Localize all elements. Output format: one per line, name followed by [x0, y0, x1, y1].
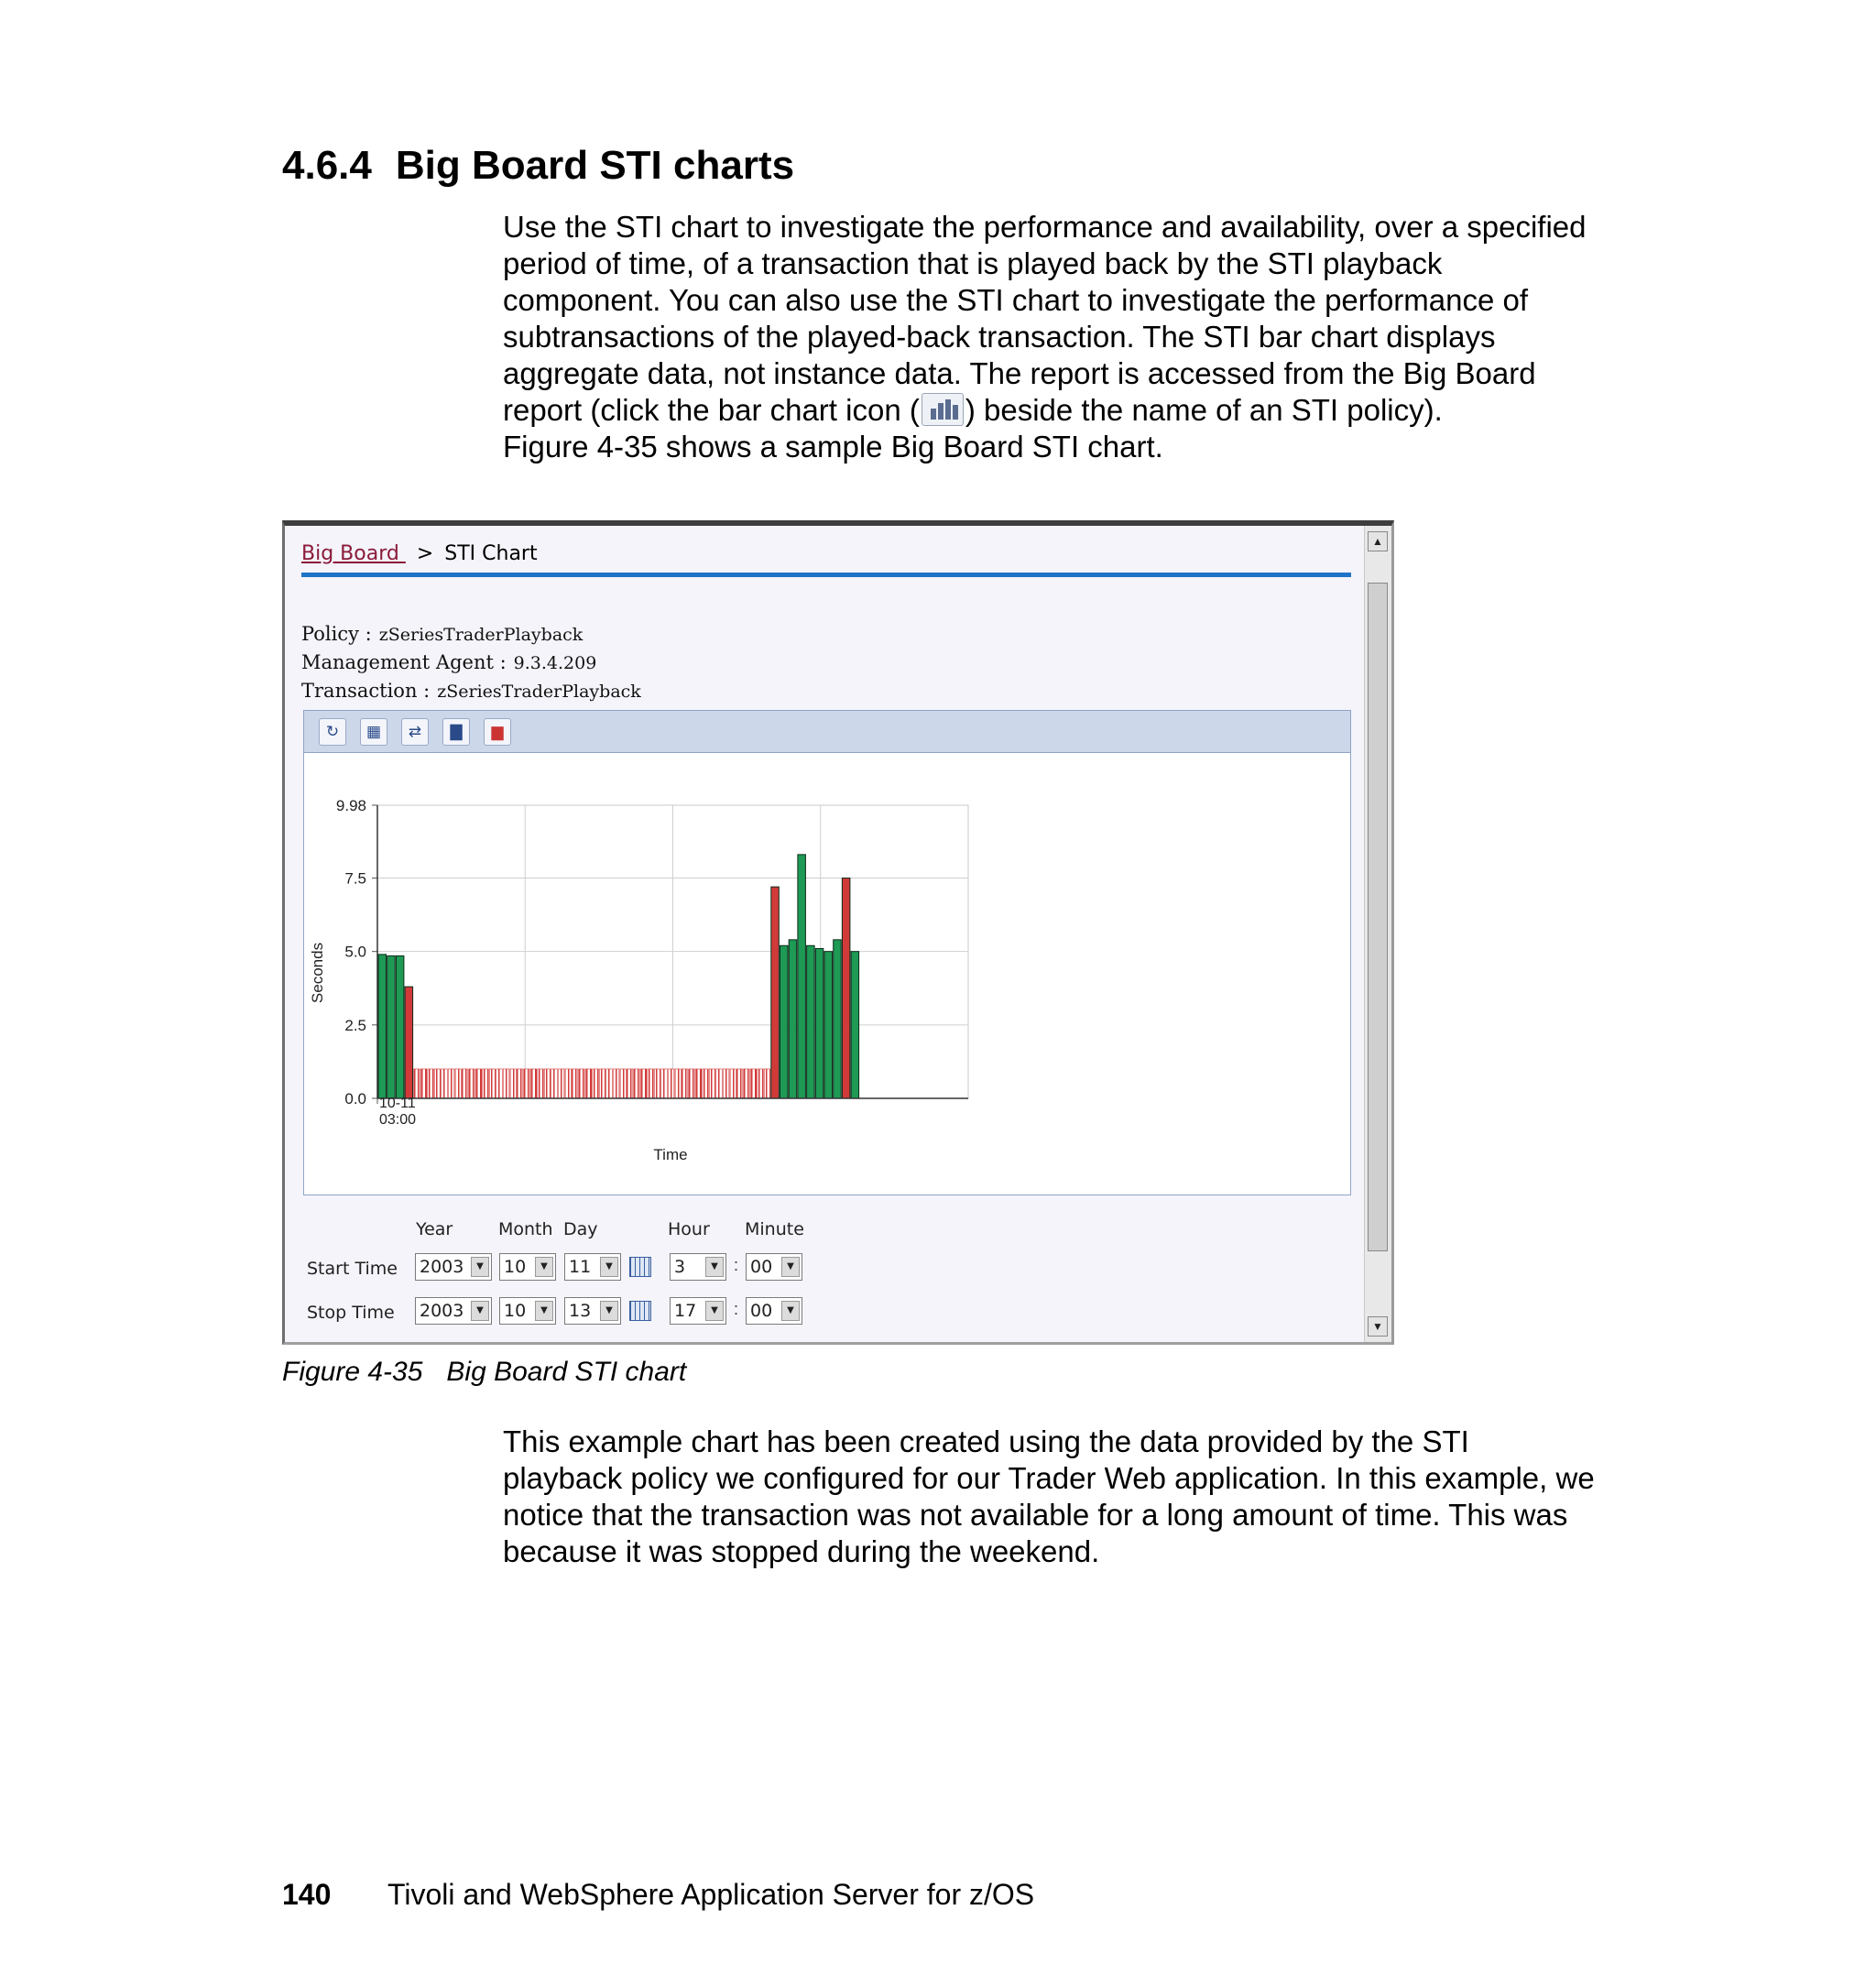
bar-unavailable [530, 1069, 537, 1098]
bar-unavailable [538, 1069, 544, 1098]
stop-year-value: 2003 [420, 1301, 464, 1321]
bar-unavailable [565, 1069, 572, 1098]
year-header: Year [416, 1219, 453, 1239]
bar-unavailable [764, 1069, 770, 1098]
scroll-down-icon[interactable]: ▼ [1368, 1316, 1388, 1337]
chart-toolbar [304, 711, 1350, 753]
chevron-down-icon: ▼ [471, 1257, 489, 1277]
export-icon[interactable]: ⇄ [401, 718, 429, 746]
intro-paragraph [503, 209, 1620, 465]
agent-label: Management Agent : [301, 651, 507, 673]
scroll-up-icon[interactable]: ▲ [1368, 531, 1388, 551]
bar-unavailable [551, 1069, 558, 1098]
time-colon: : [734, 1300, 739, 1318]
bar-unavailable [627, 1069, 633, 1098]
bar-unavailable [524, 1069, 530, 1098]
bar-unavailable [558, 1069, 564, 1098]
bar-unavailable [613, 1069, 619, 1098]
bar-unavailable [750, 1069, 757, 1098]
bar-unavailable [483, 1069, 489, 1098]
bar-available [851, 952, 859, 1098]
closing-line: because it was stopped during the weekend. [503, 1534, 1100, 1568]
bar-unavailable [469, 1069, 475, 1098]
bar-unavailable [682, 1069, 688, 1098]
bar-unavailable [572, 1069, 578, 1098]
bar-unavailable [736, 1069, 743, 1098]
agent-row [301, 651, 596, 673]
stop-minute-select[interactable] [746, 1297, 802, 1325]
stop-hour-value: 17 [674, 1301, 697, 1321]
bar-unavailable [599, 1069, 605, 1098]
start-day-value: 11 [569, 1257, 592, 1277]
bar-unavailable [517, 1069, 523, 1098]
bar-failed [842, 878, 850, 1098]
policy-value: zSeriesTraderPlayback [378, 625, 584, 645]
start-month-select[interactable] [499, 1253, 556, 1281]
stop-minute-value: 00 [750, 1301, 773, 1321]
intro-line: Use the STI chart to investigate the performance and availability, over a specified [503, 210, 1587, 244]
bar-chart-icon [922, 393, 964, 426]
page-number: 140 [282, 1878, 332, 1911]
chevron-down-icon: ▼ [781, 1257, 800, 1277]
bar-available [789, 940, 797, 1098]
intro-line: subtransactions of the played-back transaction. The STI bar chart displays [503, 320, 1496, 354]
bar-unavailable [758, 1069, 764, 1098]
bar-unavailable [640, 1069, 647, 1098]
bar-unavailable [544, 1069, 551, 1098]
start-calendar-icon[interactable] [629, 1257, 651, 1277]
bar-available [798, 855, 806, 1098]
transaction-label: Transaction : [301, 680, 431, 702]
stop-time-label: Stop Time [307, 1303, 395, 1323]
sti-chart-screenshot [282, 520, 1394, 1345]
bar-unavailable [606, 1069, 613, 1098]
bar-unavailable [716, 1069, 723, 1098]
bar-unavailable [455, 1069, 462, 1098]
bar-unavailable [510, 1069, 517, 1098]
breadcrumb-link-big-board[interactable]: Big Board [301, 542, 406, 565]
bar-available [807, 945, 815, 1098]
hour-header: Hour [668, 1219, 710, 1239]
stop-calendar-icon[interactable] [629, 1301, 651, 1321]
stop-day-select[interactable] [564, 1297, 621, 1325]
bar-unavailable [585, 1069, 592, 1098]
bar-unavailable [593, 1069, 599, 1098]
bar-unavailable [496, 1069, 503, 1098]
start-time-label: Start Time [307, 1259, 398, 1279]
bar-available [815, 948, 823, 1098]
chevron-down-icon: ▼ [781, 1301, 800, 1321]
transaction-value: zSeriesTraderPlayback [437, 682, 641, 702]
bar-unavailable [648, 1069, 654, 1098]
header-rule [301, 573, 1351, 577]
bar-unavailable [475, 1069, 482, 1098]
chart-bars [378, 855, 859, 1098]
y-axis-label: Seconds [309, 942, 326, 1004]
month-header: Month [498, 1219, 553, 1239]
bar-unavailable [744, 1069, 750, 1098]
minute-header: Minute [745, 1219, 804, 1239]
policy-row [301, 623, 583, 645]
figure-title: Big Board STI chart [446, 1357, 687, 1387]
stop-year-select[interactable] [415, 1297, 492, 1325]
chevron-down-icon: ▼ [535, 1257, 553, 1277]
bar-chart-icon[interactable]: ▇ [442, 718, 470, 746]
chevron-down-icon: ▼ [600, 1257, 618, 1277]
section-heading [282, 143, 794, 189]
y-tick-label: 2.5 [344, 1016, 366, 1034]
closing-paragraph [503, 1424, 1620, 1570]
scroll-thumb[interactable] [1368, 583, 1388, 1251]
start-hour-value: 3 [674, 1257, 686, 1277]
bar-failed [771, 887, 780, 1098]
stop-month-select[interactable] [499, 1297, 556, 1325]
section-number: 4.6.4 [282, 143, 372, 188]
closing-line: This example chart has been created using the data provided by the STI [503, 1424, 1469, 1458]
breadcrumb-separator: > [416, 542, 434, 565]
chevron-down-icon: ▼ [535, 1301, 553, 1321]
figure-number: Figure 4-35 [282, 1357, 423, 1387]
policy-label: Policy : [301, 623, 372, 645]
y-tick-label: 0.0 [344, 1090, 366, 1108]
bar-unavailable [420, 1069, 427, 1098]
sti-bar-chart [304, 753, 1350, 1195]
bar-unavailable [434, 1069, 441, 1098]
bar-failed [405, 987, 413, 1098]
bar-available [396, 955, 404, 1098]
start-hour-select[interactable] [670, 1253, 726, 1281]
bar-unavailable [579, 1069, 585, 1098]
start-minute-select[interactable] [746, 1253, 802, 1281]
day-header: Day [563, 1219, 598, 1239]
table-icon[interactable]: ▦ [360, 718, 387, 746]
bar-unavailable [675, 1069, 682, 1098]
x-tick-label: 10-11 [379, 1096, 416, 1111]
start-minute-value: 00 [750, 1257, 773, 1277]
stacked-bar-icon[interactable]: ▆ [484, 718, 511, 746]
bar-unavailable [730, 1069, 736, 1098]
breadcrumb-current: STI Chart [444, 542, 538, 565]
bar-unavailable [689, 1069, 695, 1098]
refresh-icon[interactable]: ↻ [319, 718, 346, 746]
bar-unavailable [428, 1069, 434, 1098]
bar-available [834, 940, 842, 1098]
chevron-down-icon: ▼ [705, 1301, 724, 1321]
bar-unavailable [620, 1069, 627, 1098]
intro-line: period of time, of a transaction that is played back by the STI playback [503, 246, 1443, 280]
bar-unavailable [723, 1069, 729, 1098]
closing-line: playback policy we configured for our Trader Web application. In this example, we [503, 1461, 1595, 1495]
bar-unavailable [442, 1069, 448, 1098]
intro-line: ) beside the name of an STI policy). [965, 393, 1443, 427]
bar-unavailable [654, 1069, 660, 1098]
x-axis-label: Time [653, 1146, 688, 1163]
bar-unavailable [448, 1069, 454, 1098]
x-tick-label: 03:00 [379, 1112, 417, 1128]
section-title: Big Board STI charts [395, 143, 795, 188]
y-tick-label: 7.5 [344, 869, 366, 888]
bar-unavailable [668, 1069, 674, 1098]
chart-panel [303, 710, 1351, 1195]
time-colon: : [734, 1256, 739, 1274]
bar-unavailable [661, 1069, 668, 1098]
intro-line: report (click the bar chart icon ( [503, 393, 920, 427]
start-year-select[interactable] [415, 1253, 492, 1281]
bar-unavailable [503, 1069, 509, 1098]
closing-line: notice that the transaction was not available for a long amount of time. This was [503, 1498, 1568, 1532]
start-year-value: 2003 [420, 1257, 464, 1277]
breadcrumb [301, 542, 538, 565]
stop-hour-select[interactable] [670, 1297, 726, 1325]
intro-line: aggregate data, not instance data. The report is accessed from the Big Board [503, 356, 1536, 390]
transaction-row [301, 680, 641, 702]
intro-line: Figure 4-35 shows a sample Big Board STI chart. [503, 430, 1163, 464]
bar-available [824, 952, 833, 1098]
bar-available [780, 945, 789, 1098]
bar-unavailable [634, 1069, 640, 1098]
book-title: Tivoli and WebSphere Application Server for z/OS [387, 1878, 1035, 1911]
bar-available [387, 955, 396, 1098]
y-tick-label: 5.0 [344, 943, 366, 961]
chevron-down-icon: ▼ [471, 1301, 489, 1321]
y-tick-label: 9.98 [335, 797, 366, 814]
start-month-value: 10 [504, 1257, 527, 1277]
bar-available [378, 955, 387, 1098]
figure-caption [282, 1357, 686, 1388]
bar-unavailable [709, 1069, 715, 1098]
bar-unavailable [462, 1069, 468, 1098]
chart-axes [336, 797, 968, 1108]
vertical-scrollbar[interactable] [1364, 526, 1391, 1342]
chevron-down-icon: ▼ [705, 1257, 724, 1277]
start-day-select[interactable] [564, 1253, 621, 1281]
bar-unavailable [414, 1069, 420, 1098]
bar-unavailable [703, 1069, 709, 1098]
agent-value: 9.3.4.209 [513, 653, 597, 673]
chart-grid [377, 805, 968, 1098]
stop-month-value: 10 [504, 1301, 527, 1321]
chevron-down-icon: ▼ [600, 1301, 618, 1321]
bar-unavailable [489, 1069, 496, 1098]
intro-line: component. You can also use the STI chart to investigate the performance of [503, 283, 1529, 317]
stop-day-value: 13 [569, 1301, 592, 1321]
bar-unavailable [695, 1069, 702, 1098]
